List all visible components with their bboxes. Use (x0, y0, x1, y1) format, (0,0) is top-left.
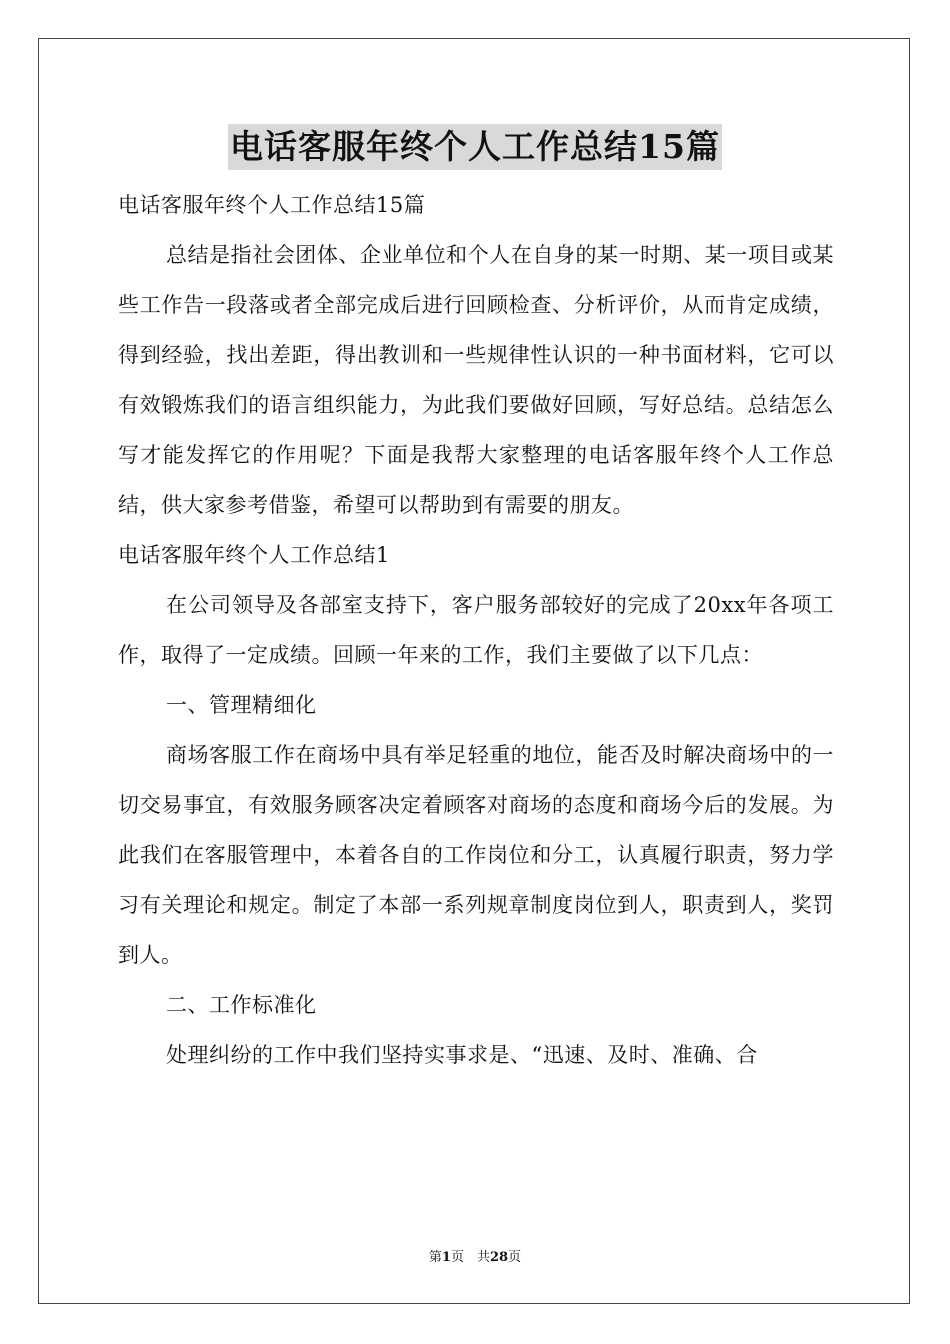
point-1-heading: 一、管理精细化 (166, 693, 317, 717)
section-heading-1: 电话客服年终个人工作总结1 (118, 543, 390, 567)
document-title: 电话客服年终个人工作总结15篇 (228, 124, 722, 170)
section-1-paragraph: 在公司领导及各部室支持下，客户服务部较好的完成了20xx年各项工作，取得了一定成绩。回顾一年来的工作，我们主要做了以下几点： (118, 593, 834, 667)
subtitle-line: 电话客服年终个人工作总结15篇 (118, 193, 426, 217)
page-total: 28 (489, 1250, 509, 1265)
point-2-heading: 二、工作标准化 (166, 993, 317, 1017)
page-prefix: 第 (428, 1250, 442, 1265)
intro-paragraph: 总结是指社会团体、企业单位和个人在自身的某一时期、某一项目或某些工作告一段落或者全部完成后进行回顾检查、分析评价，从而肯定成绩，得到经验，找出差距，得出教训和一些规律性认识的一种书面材料，它可以有效锻炼我们的语言组织能力，为此我们要做好回顾，写好总结。总结怎么写才能发挥它的作用呢？下面是我帮大家整理的电话客服年终个人工作总结，供大家参考借鉴，希望可以帮助到有需要的朋友。 (118, 243, 834, 517)
page-footer (0, 1246, 950, 1265)
document-body (118, 180, 834, 1080)
point-2-body: 处理纠纷的工作中我们坚持实事求是、“迅速、及时、准确、合 (166, 1043, 758, 1067)
page-mid: 页 共 (450, 1250, 490, 1265)
page-suffix: 页 (508, 1250, 522, 1265)
page-current: 1 (441, 1250, 451, 1265)
title-container (0, 124, 950, 170)
point-1-body: 商场客服工作在商场中具有举足轻重的地位，能否及时解决商场中的一切交易事宜，有效服务顾客决定着顾客对商场的态度和商场今后的发展。为此我们在客服管理中，本着各自的工作岗位和分工，认真履行职责，努力学习有关理论和规定。制定了本部一系列规章制度岗位到人，职责到人，奖罚到人。 (118, 743, 834, 967)
